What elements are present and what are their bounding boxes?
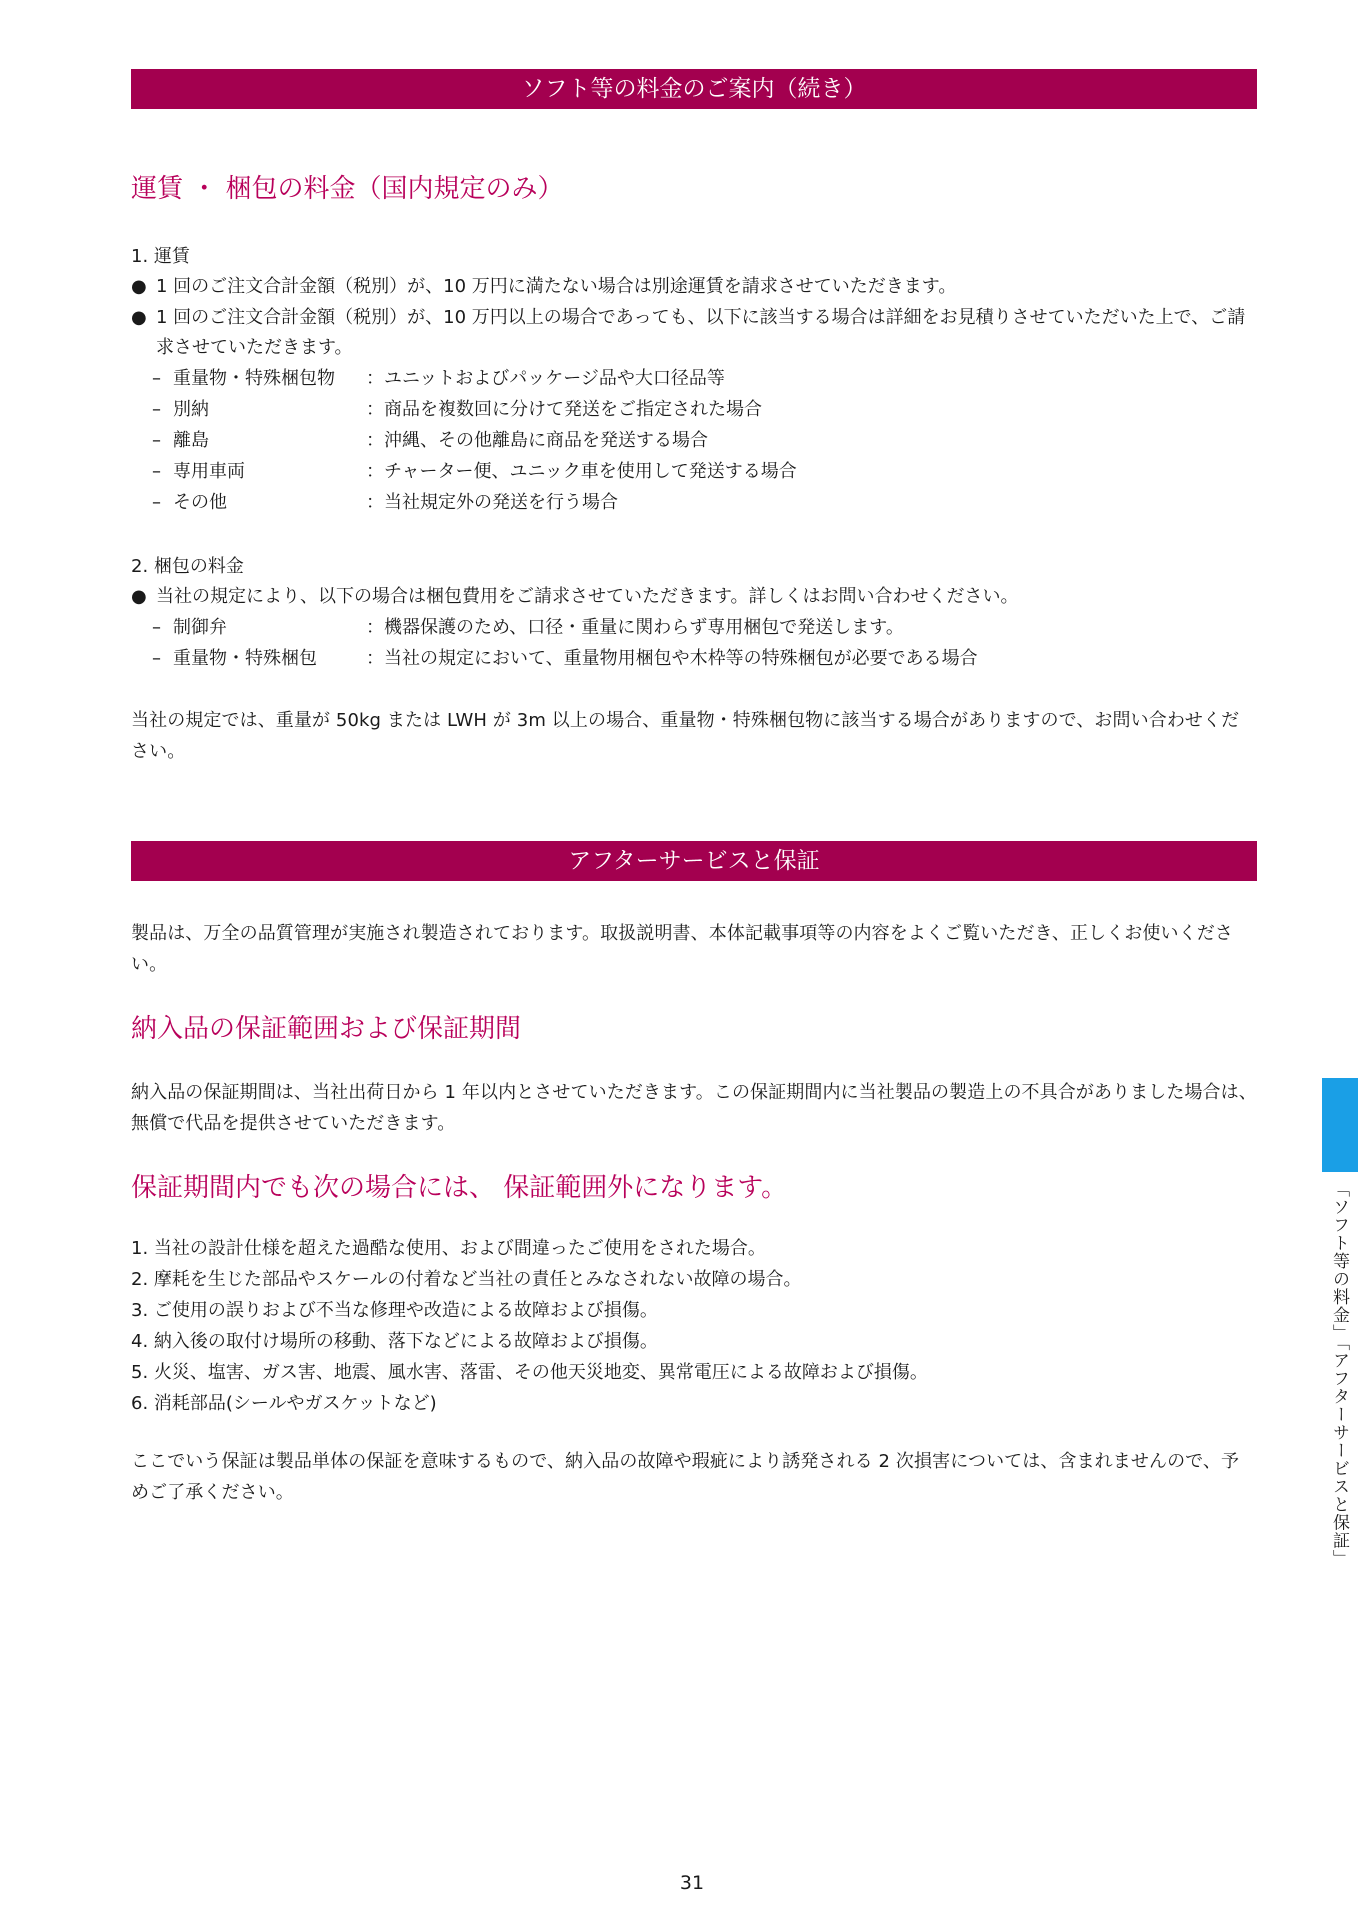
list-item: 1. 当社の設計仕様を超えた過酷な使用、および間違ったご使用をされた場合。 <box>131 1238 766 1259</box>
warranty-closing-note: ここでいう保証は製品単体の保証を意味するもので、納入品の故障や瑕疵により誘発される 2 次損害については、含まれませんので、予めご了承ください。 <box>131 1451 1240 1503</box>
freight-case-desc: ：ユニットおよびパッケージ品や大口径品等 <box>366 368 725 389</box>
list-item: 6. 消耗部品(シールやガスケットなど) <box>131 1393 437 1414</box>
freight-bullet <box>131 272 1257 302</box>
freight-case-label: 離島 <box>173 430 209 451</box>
freight-case-label: 専用車両 <box>173 461 245 482</box>
list-item: 2. 摩耗を生じた部品やスケールの付着など当社の責任とみなされない故障の場合。 <box>131 1269 802 1290</box>
side-index-tab <box>1322 1078 1358 1172</box>
dash-icon: – <box>152 399 161 420</box>
freight-case-desc: ：商品を複数回に分けて発送をご指定された場合 <box>366 399 762 420</box>
packing-case-label: 重量物・特殊梱包 <box>173 648 317 669</box>
bullet-icon: ● <box>131 307 147 328</box>
warranty-scope-heading: 納入品の保証範囲および保証期間 <box>131 1014 522 1044</box>
dash-icon: – <box>152 368 161 389</box>
list-item: 4. 納入後の取付け場所の移動、落下などによる故障および損傷。 <box>131 1331 658 1352</box>
freight-case-label: その他 <box>173 492 227 513</box>
bullet-icon: ● <box>131 276 147 297</box>
freight-case-label: 重量物・特殊梱包物 <box>173 368 335 389</box>
warranty-exclusion-heading: 保証期間内でも次の場合には、 保証範囲外になります。 <box>131 1173 788 1203</box>
dash-icon: – <box>152 617 161 638</box>
packing-bullet <box>131 582 1257 612</box>
packing-case-desc: ：当社の規定において、重量物用梱包や木枠等の特殊梱包が必要である場合 <box>366 648 978 669</box>
freight-case-label: 別納 <box>173 399 209 420</box>
freight-case-desc: ：チャーター便、ユニック車を使用して発送する場合 <box>366 461 797 482</box>
dash-icon: – <box>152 461 161 482</box>
service-intro: 製品は、万全の品質管理が実施され製造されております。取扱説明書、本体記載事項等の内容をよくご覧いただき、正しくお使いください。 <box>131 923 1233 975</box>
list-item: 5. 火災、塩害、ガス害、地震、風水害、落雷、その他天災地変、異常電圧による故障および損傷。 <box>131 1362 928 1383</box>
dash-icon: – <box>152 492 161 513</box>
section-band-fees: ソフト等の料金のご案内（続き） <box>131 69 1257 109</box>
page-number: 31 <box>679 1872 705 1894</box>
freight-bullet-text: 1 回のご注文合計金額（税別）が、10 万円以上の場合であっても、以下に該当する場合は詳細をお見積りさせていただいた上で、ご請求させていただきます。 <box>156 307 1246 358</box>
section-band-service: アフターサービスと保証 <box>131 841 1257 881</box>
freight-note: 当社の規定では、重量が 50kg または LWH が 3m 以上の場合、重量物・特殊梱包物に該当する場合がありますので、お問い合わせください。 <box>131 710 1240 762</box>
packing-bullet-text: 当社の規定により、以下の場合は梱包費用をご請求させていただきます。詳しくはお問い合わせください。 <box>156 586 1019 607</box>
packing-case-desc: ：機器保護のため、口径・重量に関わらず専用梱包で発送します。 <box>366 617 904 638</box>
exclusion-list <box>131 1233 928 1419</box>
packing-case-label: 制御弁 <box>173 617 227 638</box>
freight-case-desc: ：沖縄、その他離島に商品を発送する場合 <box>366 430 708 451</box>
bullet-icon: ● <box>131 586 147 607</box>
side-index-label: 「ソフト等の料金」「アフターサービスと保証」 <box>1329 1180 1349 1568</box>
freight-bullet-text: 1 回のご注文合計金額（税別）が、10 万円に満たない場合は別途運賃を請求させていただきます。 <box>156 276 957 297</box>
warranty-scope-text: 納入品の保証期間は、当社出荷日から 1 年以内とさせていただきます。この保証期間内に当社製品の製造上の不具合がありました場合は、無償で代品を提供させていただきます。 <box>131 1082 1257 1134</box>
freight-section-2-title: 2. 梱包の料金 <box>131 556 244 577</box>
dash-icon: – <box>152 430 161 451</box>
freight-section-1-title: 1. 運賃 <box>131 246 190 267</box>
freight-case-desc: ：当社規定外の発送を行う場合 <box>366 492 618 513</box>
freight-heading: 運賃 ・ 梱包の料金（国内規定のみ） <box>131 174 564 204</box>
dash-icon: – <box>152 648 161 669</box>
list-item: 3. ご使用の誤りおよび不当な修理や改造による故障および損傷。 <box>131 1300 658 1321</box>
freight-bullet <box>131 303 1257 363</box>
